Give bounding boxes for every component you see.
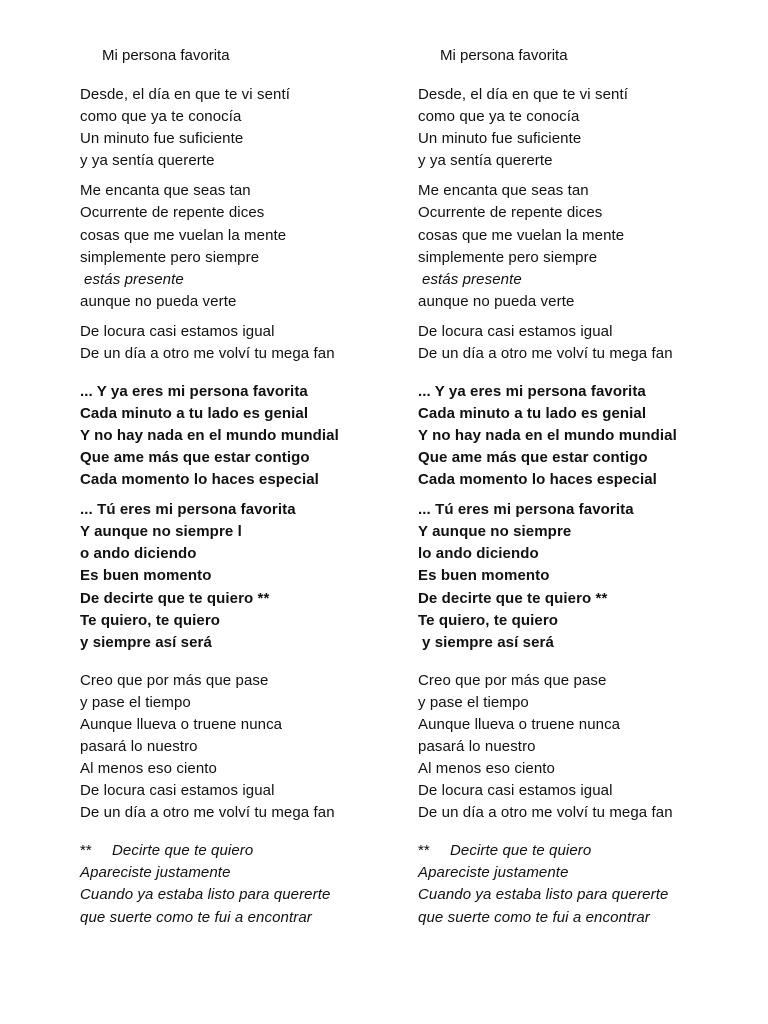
footnote-line: que suerte como te fui a encontrar: [418, 909, 650, 926]
lyric-line: Desde, el día en que te vi sentí: [80, 86, 290, 103]
footnote-marker: **: [80, 842, 92, 859]
chorus-line: Que ame más que estar contigo: [418, 449, 648, 466]
lyric-line: Aunque llueva o truene nunca: [80, 716, 283, 733]
chorus-line: Cada minuto a tu lado es genial: [418, 405, 647, 422]
song-title: Mi persona favorita: [440, 47, 568, 64]
lyric-line: aunque no pueda verte: [418, 293, 575, 310]
chorus-line: Cada momento lo haces especial: [80, 471, 319, 488]
chorus-line: Te quiero, te quiero: [80, 612, 221, 629]
lyric-line: Me encanta que seas tan: [418, 182, 589, 199]
song-title: Mi persona favorita: [102, 47, 230, 64]
footnote-heading: [418, 842, 591, 860]
lyric-line: como que ya te conocía: [80, 108, 242, 125]
lyric-line: y ya sentía quererte: [418, 152, 553, 169]
chorus-line: Y aunque no siempre: [418, 523, 572, 540]
footnote-line: Decirte que te quiero: [112, 842, 254, 859]
chorus-line: De decirte que te quiero **: [418, 590, 608, 607]
chorus-line: Cada minuto a tu lado es genial: [80, 405, 309, 422]
chorus-line: Cada momento lo haces especial: [418, 471, 657, 488]
chorus-line: Y aunque no siempre l: [80, 523, 242, 540]
lyric-line: De un día a otro me volví tu mega fan: [80, 345, 335, 362]
lyric-line: simplemente pero siempre: [418, 249, 598, 266]
lyric-line: como que ya te conocía: [418, 108, 580, 125]
footnote-line: Apareciste justamente: [418, 864, 569, 881]
lyric-line: y ya sentía quererte: [80, 152, 215, 169]
lyric-line: pasará lo nuestro: [80, 738, 198, 755]
chorus-line: y siempre así será: [80, 634, 212, 651]
chorus-line: De decirte que te quiero **: [80, 590, 270, 607]
lyric-line: estás presente: [422, 271, 522, 288]
footnote-heading: [80, 842, 253, 860]
footnote-line: Apareciste justamente: [80, 864, 231, 881]
lyric-line: De locura casi estamos igual: [418, 782, 613, 799]
lyric-line: cosas que me vuelan la mente: [418, 227, 625, 244]
lyric-line: y pase el tiempo: [80, 694, 191, 711]
chorus-line: Es buen momento: [418, 567, 550, 584]
lyric-line: Al menos eso ciento: [80, 760, 217, 777]
lyric-line: De locura casi estamos igual: [418, 323, 613, 340]
chorus-line: o ando diciendo: [80, 545, 197, 562]
lyric-line: Desde, el día en que te vi sentí: [418, 86, 628, 103]
lyric-line: Creo que por más que pase: [418, 672, 607, 689]
lyric-line: Me encanta que seas tan: [80, 182, 251, 199]
lyric-line: De un día a otro me volví tu mega fan: [418, 345, 673, 362]
lyric-line: Al menos eso ciento: [418, 760, 555, 777]
lyric-line: De locura casi estamos igual: [80, 782, 275, 799]
lyric-line: De un día a otro me volví tu mega fan: [80, 804, 335, 821]
chorus-line: lo ando diciendo: [418, 545, 539, 562]
lyric-line: Ocurrente de repente dices: [418, 204, 603, 221]
lyric-line: Un minuto fue suficiente: [418, 130, 582, 147]
footnote-line: Decirte que te quiero: [450, 842, 592, 859]
footnote-marker: **: [418, 842, 430, 859]
chorus-line: Y no hay nada en el mundo mundial: [418, 427, 677, 444]
lyric-line: aunque no pueda verte: [80, 293, 237, 310]
chorus-line: Es buen momento: [80, 567, 212, 584]
footnote-line: Cuando ya estaba listo para quererte: [418, 886, 669, 903]
chorus-line: ... Y ya eres mi persona favorita: [80, 383, 308, 400]
lyric-line: estás presente: [84, 271, 184, 288]
lyric-line: De locura casi estamos igual: [80, 323, 275, 340]
lyric-line: cosas que me vuelan la mente: [80, 227, 287, 244]
lyric-line: Un minuto fue suficiente: [80, 130, 244, 147]
lyric-line: y pase el tiempo: [418, 694, 529, 711]
chorus-line: Te quiero, te quiero: [418, 612, 559, 629]
chorus-line: ... Tú eres mi persona favorita: [418, 501, 634, 518]
lyric-line: Creo que por más que pase: [80, 672, 269, 689]
chorus-line: Que ame más que estar contigo: [80, 449, 310, 466]
footnote-line: que suerte como te fui a encontrar: [80, 909, 312, 926]
chorus-line: ... Y ya eres mi persona favorita: [418, 383, 646, 400]
lyric-line: simplemente pero siempre: [80, 249, 260, 266]
footnote-line: Cuando ya estaba listo para quererte: [80, 886, 331, 903]
lyric-line: Ocurrente de repente dices: [80, 204, 265, 221]
chorus-line: Y no hay nada en el mundo mundial: [80, 427, 339, 444]
chorus-line: y siempre así será: [422, 634, 554, 651]
lyric-line: De un día a otro me volví tu mega fan: [418, 804, 673, 821]
chorus-line: ... Tú eres mi persona favorita: [80, 501, 296, 518]
lyric-line: pasará lo nuestro: [418, 738, 536, 755]
lyric-line: Aunque llueva o truene nunca: [418, 716, 621, 733]
